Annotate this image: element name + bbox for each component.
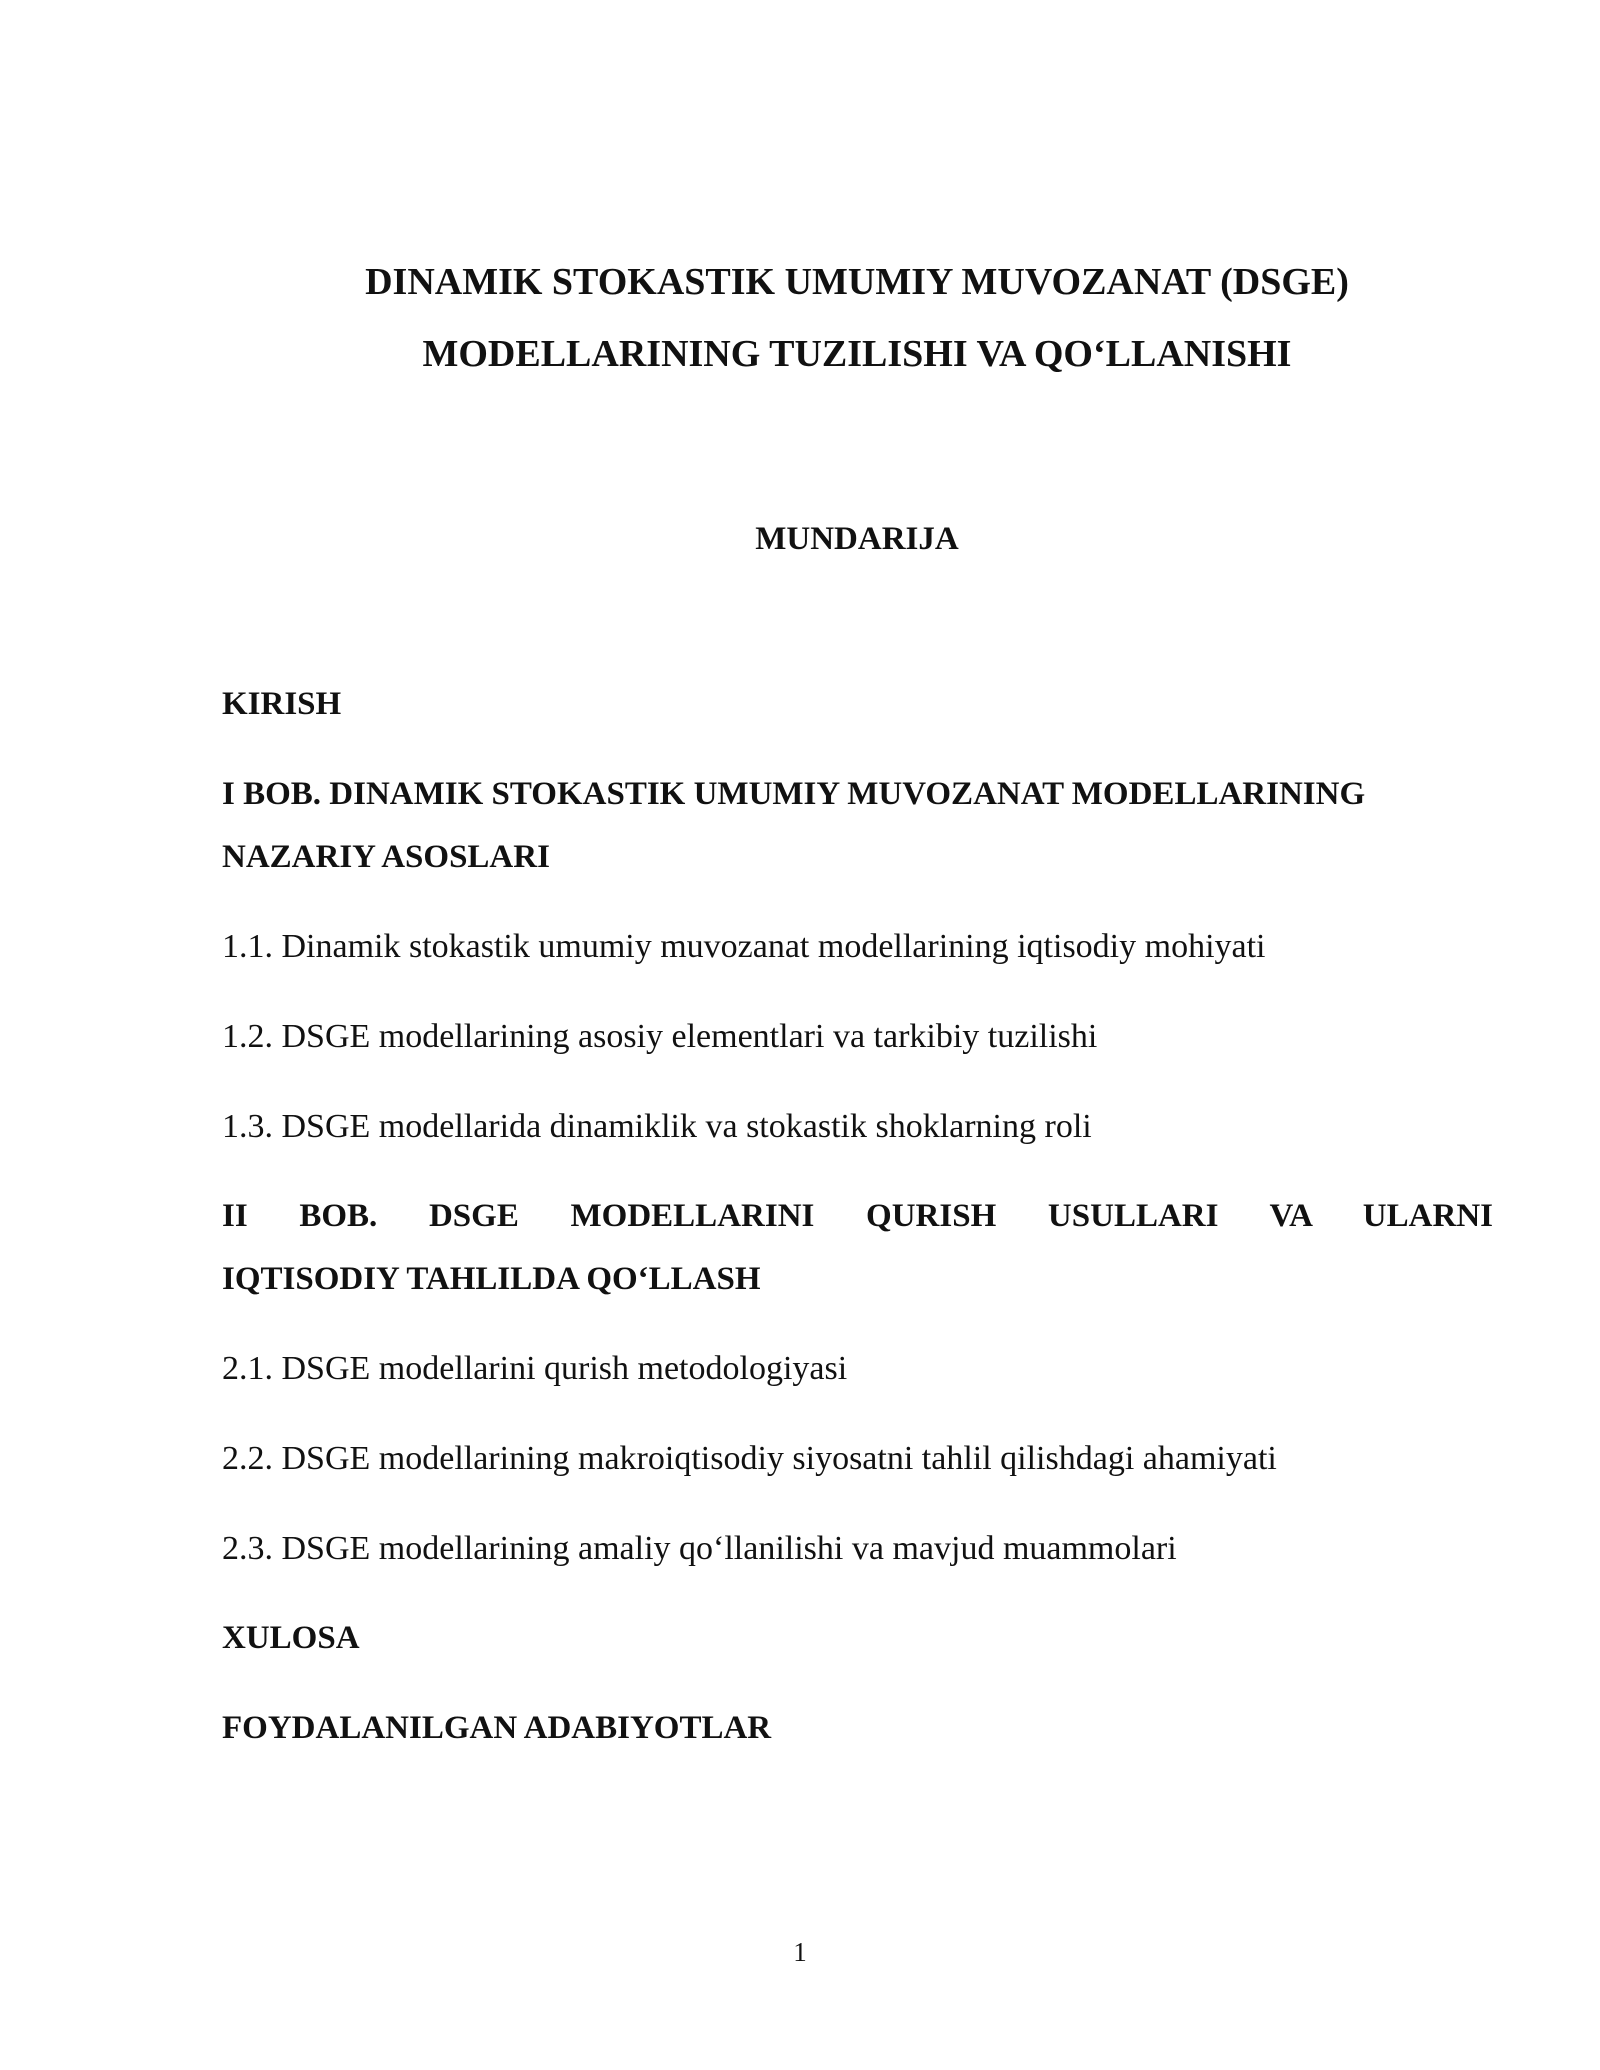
page-number: 1 xyxy=(793,1937,807,1967)
toc-entry-chapter-2-line-2: IQTISODIY TAHLILDA QO‘LLASH xyxy=(222,1261,761,1297)
toc-entry-section-1-3: 1.3. DSGE modellarida dinamiklik va stokastik shoklarning roli xyxy=(222,1108,1092,1145)
document-title xyxy=(222,246,1492,390)
toc-entry-chapter-2-line-1: II BOB. DSGE MODELLARINI QURISH USULLARI VA ULARNI xyxy=(222,1198,1493,1234)
toc-entry-conclusion: XULOSA xyxy=(222,1620,360,1656)
toc-heading: MUNDARIJA xyxy=(755,521,959,557)
title-line-1: DINAMIK STOKASTIK UMUMIY MUVOZANAT (DSGE) xyxy=(365,261,1349,303)
toc-entry-chapter-1: I BOB. DINAMIK STOKASTIK UMUMIY MUVOZANAT MODELLARINING NAZARIY ASOSLARI xyxy=(222,776,1366,875)
toc-entry-section-2-3: 2.3. DSGE modellarining amaliy qo‘llanilishi va mavjud muammolari xyxy=(222,1530,1177,1567)
toc-entry-references: FOYDALANILGAN ADABIYOTLAR xyxy=(222,1710,772,1746)
toc-entry-chapter-2 xyxy=(222,1185,1493,1311)
toc-entry-introduction: KIRISH xyxy=(222,686,342,722)
toc-entry-section-2-1: 2.1. DSGE modellarini qurish metodologiyasi xyxy=(222,1350,848,1387)
toc-entry-section-1-1: 1.1. Dinamik stokastik umumiy muvozanat modellarining iqtisodiy mohiyati xyxy=(222,928,1266,965)
title-line-2: MODELLARINING TUZILISHI VA QO‘LLANISHI xyxy=(422,333,1292,375)
toc-entry-section-2-2: 2.2. DSGE modellarining makroiqtisodiy siyosatni tahlil qilishdagi ahamiyati xyxy=(222,1440,1277,1477)
toc-entry-section-1-2: 1.2. DSGE modellarining asosiy elementlari va tarkibiy tuzilishi xyxy=(222,1018,1098,1055)
